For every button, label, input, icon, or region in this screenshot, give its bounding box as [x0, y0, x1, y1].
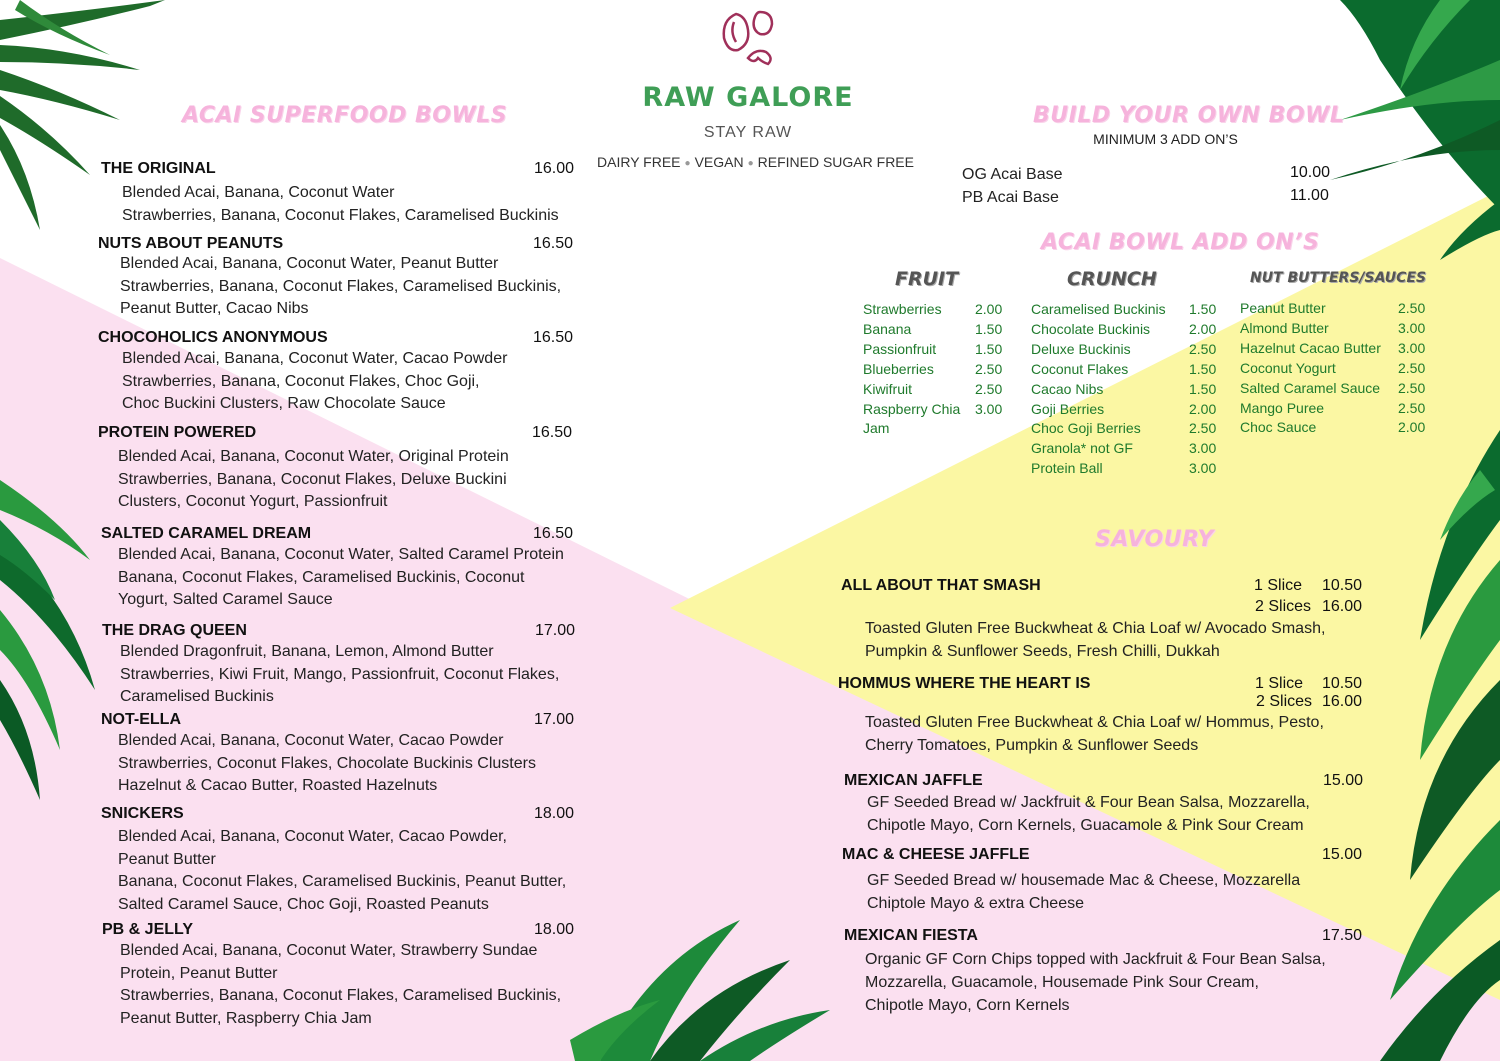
acai-item-description-line: Blended Acai, Banana, Coconut Water [122, 184, 395, 201]
acai-item-name: PB & JELLY [102, 921, 193, 938]
nut-butter-addon-name: Peanut Butter [1240, 300, 1326, 316]
acai-item-name: THE DRAG QUEEN [102, 622, 247, 639]
acai-item-description-line: Blended Acai, Banana, Coconut Water, Peanut Butter [120, 255, 499, 272]
brand-name: RAW GALORE [642, 82, 854, 113]
crunch-addon-price: 2.00 [1189, 320, 1217, 337]
crunch-addon-name: Caramelised Buckinis [1031, 301, 1166, 317]
savoury-item-description-line: Pumpkin & Sunflower Seeds, Fresh Chilli, Dukkah [865, 643, 1220, 660]
nut-butter-addon-price: 2.00 [1398, 419, 1426, 436]
crunch-addon-price: 3.00 [1189, 460, 1217, 477]
addons-section-title: ACAI BOWL ADD ON’S [1041, 230, 1320, 255]
crunch-addon-price: 1.50 [1189, 380, 1217, 397]
acai-item-description-line: Blended Acai, Banana, Coconut Water, Cacao Powder [122, 350, 508, 367]
savoury-item-description-line: GF Seeded Bread w/ Jackfruit & Four Bean Salsa, Mozzarella, [867, 794, 1310, 811]
crunch-addon-price: 2.00 [1189, 400, 1217, 417]
fruit-column-title: FRUIT [895, 268, 959, 290]
nut-butter-addon-name: Salted Caramel Sauce [1240, 379, 1381, 396]
acai-item-description-line: Peanut Butter, Raspberry Chia Jam [120, 1010, 372, 1028]
brand-tagline: STAY RAW [703, 124, 793, 141]
nut-butter-addon-name: Almond Butter [1240, 319, 1329, 336]
acai-item-price: 16.00 [534, 160, 575, 177]
savoury-item-description-line: GF Seeded Bread w/ housemade Mac & Cheese, Mozzarella [867, 872, 1301, 889]
fruit-addon-name: Blueberries [863, 360, 934, 377]
crunch-addon-name: Deluxe Buckinis [1031, 340, 1131, 357]
fruit-addon-name: Strawberries [863, 301, 942, 317]
acai-item-name: NUTS ABOUT PEANUTS [98, 235, 284, 252]
acai-item-description-line: Blended Acai, Banana, Coconut Water, Cacao Powder, [118, 828, 507, 845]
build-section-title: BUILD YOUR OWN BOWL [1033, 103, 1345, 128]
base-price: 10.00 [1290, 164, 1331, 181]
acai-item-description-line: Choc Buckini Clusters, Raw Chocolate Sauce [122, 395, 446, 413]
acai-item-description-line: Blended Acai, Banana, Coconut Water, Strawberry Sundae [120, 942, 538, 959]
savoury-portion-label: 1 Slice [1254, 577, 1303, 594]
dot-separator: ● [684, 157, 691, 169]
crunch-addon-name: Protein Ball [1031, 460, 1103, 477]
base-price: 11.00 [1290, 187, 1329, 204]
acai-item-description-line: Strawberries, Banana, Coconut Flakes, Choc Goji, [122, 372, 480, 390]
acai-item-description-line: Strawberries, Coconut Flakes, Chocolate Buckinis Clusters [118, 754, 536, 772]
nut-butter-addon-price: 2.50 [1398, 359, 1426, 376]
savoury-item-price: 15.00 [1323, 772, 1364, 789]
base-name: PB Acai Base [962, 189, 1059, 206]
crunch-addon-price: 3.00 [1189, 440, 1217, 457]
acai-item-description-line: Blended Acai, Banana, Coconut Water, Cacao Powder [118, 732, 504, 749]
acai-item-price: 18.00 [534, 805, 575, 822]
acai-item-description-line: Salted Caramel Sauce, Choc Goji, Roasted Peanuts [118, 896, 489, 914]
savoury-item-name: HOMMUS WHERE THE HEART IS [838, 675, 1091, 692]
acai-item-description-line: Banana, Coconut Flakes, Caramelised Buckinis, Peanut Butter, [118, 873, 567, 891]
build-minimum-note: MINIMUM 3 ADD ON’S [1093, 131, 1238, 147]
savoury-item-description-line: Toasted Gluten Free Buckwheat & Chia Loaf w/ Hommus, Pesto, [865, 714, 1324, 731]
crunch-addon-name: Chocolate Buckinis [1031, 320, 1151, 337]
nut-butter-addon-price: 2.50 [1398, 379, 1426, 396]
acai-item-description-line: Yogurt, Salted Caramel Sauce [118, 591, 333, 609]
savoury-item-price: 17.50 [1322, 927, 1363, 944]
acai-item-description-line: Peanut Butter, Cacao Nibs [120, 300, 309, 318]
fruit-addon-price: 2.50 [975, 380, 1003, 397]
acai-item-description-line: Banana, Coconut Flakes, Caramelised Buckinis, Coconut [118, 568, 525, 586]
nut-butter-addon-name: Hazelnut Cacao Butter [1240, 339, 1381, 356]
fruit-addon-name: Kiwifruit [863, 380, 913, 397]
crunch-column-title: CRUNCH [1067, 268, 1157, 290]
savoury-portion-price: 10.50 [1322, 577, 1363, 594]
acai-item-description-line: Clusters, Coconut Yogurt, Passionfruit [118, 493, 388, 511]
crunch-addon-name: Coconut Flakes [1031, 360, 1129, 377]
fruit-addon-name: Raspberry Chia [863, 400, 961, 417]
savoury-item-price: 15.00 [1322, 846, 1363, 863]
savoury-section-title: SAVOURY [1095, 527, 1214, 552]
crunch-addon-price: 1.50 [1189, 360, 1217, 377]
nut-butter-addon-price: 2.50 [1398, 300, 1426, 316]
nut-butters-column-title: NUT BUTTERS/SAUCES [1250, 270, 1427, 286]
acai-item-price: 16.50 [532, 424, 573, 441]
attribute-dairy-free: DAIRY FREE [597, 154, 681, 170]
acai-item-description-line: Blended Acai, Banana, Coconut Water, Original Protein [118, 448, 509, 465]
crunch-addon-name: Goji Berries [1031, 400, 1105, 417]
savoury-item-description-line: Chiptole Mayo & extra Cheese [867, 895, 1084, 912]
crunch-addon-price: 2.50 [1189, 420, 1217, 437]
acai-item-description-line: Blended Dragonfruit, Banana, Lemon, Almond Butter [120, 643, 494, 660]
acai-item-name: SALTED CARAMEL DREAM [101, 525, 312, 542]
attribute-vegan: VEGAN [694, 154, 744, 170]
savoury-portion-price: 16.00 [1322, 598, 1363, 615]
fruit-addon-name: Passionfruit [863, 340, 937, 357]
base-name: OG Acai Base [962, 166, 1063, 183]
acai-item-description-line: Hazelnut & Cacao Butter, Roasted Hazelnuts [118, 777, 438, 795]
savoury-item-name: ALL ABOUT THAT SMASH [841, 577, 1041, 594]
acai-item-name: SNICKERS [101, 805, 184, 822]
acai-item-description-line: Strawberries, Banana, Coconut Flakes, Deluxe Buckini [118, 470, 507, 488]
acai-item-description-line: Caramelised Buckinis [120, 688, 274, 706]
savoury-portion-price: 16.00 [1322, 693, 1363, 710]
savoury-item-name: MAC & CHEESE JAFFLE [842, 846, 1030, 863]
fruit-addon-price: 2.00 [975, 301, 1003, 317]
acai-item-name: NOT-ELLA [101, 711, 181, 728]
fruit-addon-price: 3.00 [975, 400, 1003, 417]
fruit-addon-price: 2.50 [975, 360, 1003, 377]
savoury-item-description-line: Mozzarella, Guacamole, Housemade Pink Sour Cream, [865, 974, 1259, 991]
acai-item-name: CHOCOHOLICS ANONYMOUS [98, 329, 328, 346]
acai-item-description-line: Strawberries, Banana, Coconut Flakes, Caramelised Buckinis [122, 206, 559, 224]
attribute-refined-sugar-free: REFINED SUGAR FREE [757, 154, 914, 170]
savoury-item-description-line: Chipotle Mayo, Corn Kernels, Guacamole & Pink Sour Cream [867, 817, 1304, 834]
crunch-addon-price: 1.50 [1189, 301, 1217, 317]
nut-butter-addon-price: 2.50 [1398, 399, 1426, 416]
crunch-addon-name: Cacao Nibs [1031, 380, 1104, 397]
nut-butter-addon-name: Choc Sauce [1240, 419, 1317, 436]
acai-item-description-line: Strawberries, Kiwi Fruit, Mango, Passionfruit, Coconut Flakes, [120, 665, 560, 683]
savoury-item-description-line: Toasted Gluten Free Buckwheat & Chia Loaf w/ Avocado Smash, [865, 620, 1326, 637]
savoury-portion-label: 2 Slices [1256, 693, 1313, 710]
acai-item-description-line: Blended Acai, Banana, Coconut Water, Salted Caramel Protein [118, 546, 564, 563]
savoury-portion-price: 10.50 [1322, 675, 1363, 692]
fruit-addon-name: Jam [863, 420, 890, 437]
acai-item-description-line: Strawberries, Banana, Coconut Flakes, Caramelised Buckinis, [120, 277, 562, 295]
savoury-item-description-line: Chipotle Mayo, Corn Kernels [865, 997, 1070, 1014]
nut-butter-addon-price: 3.00 [1398, 339, 1426, 356]
acai-item-name: PROTEIN POWERED [98, 424, 257, 441]
acai-item-description-line: Protein, Peanut Butter [120, 964, 278, 982]
palm-leaf-top-right [1330, 0, 1500, 260]
acai-item-price: 17.00 [535, 622, 576, 639]
acai-item-price: 17.00 [534, 711, 575, 728]
savoury-item-description-line: Cherry Tomatoes, Pumpkin & Sunflower Seeds [865, 737, 1199, 754]
crunch-addon-name: Granola* not GF [1031, 440, 1133, 457]
crunch-addon-name: Choc Goji Berries [1031, 420, 1141, 437]
nut-butter-addon-price: 3.00 [1398, 319, 1426, 336]
fruit-addon-name: Banana [863, 320, 912, 337]
savoury-portion-label: 2 Slices [1255, 598, 1312, 615]
acai-item-name: THE ORIGINAL [101, 160, 216, 177]
acai-item-price: 16.50 [533, 235, 574, 252]
nut-logo-icon [718, 8, 778, 66]
fruit-addon-price: 1.50 [975, 320, 1003, 337]
savoury-item-name: MEXICAN FIESTA [844, 927, 978, 944]
savoury-item-description-line: Organic GF Corn Chips topped with Jackfruit & Four Bean Salsa, [865, 951, 1326, 968]
acai-section-title: ACAI SUPERFOOD BOWLS [182, 103, 508, 128]
nut-butter-addon-name: Coconut Yogurt [1240, 359, 1336, 376]
acai-item-description-line: Peanut Butter [118, 850, 216, 868]
nut-butter-addon-name: Mango Puree [1240, 399, 1325, 416]
dot-separator: ● [747, 157, 754, 169]
acai-item-price: 16.50 [533, 525, 574, 542]
acai-item-description-line: Strawberries, Banana, Coconut Flakes, Caramelised Buckinis, [120, 987, 562, 1005]
acai-item-price: 16.50 [533, 329, 574, 346]
crunch-addon-price: 2.50 [1189, 340, 1217, 357]
savoury-portion-label: 1 Slice [1255, 675, 1304, 692]
brand-attributes [597, 154, 917, 170]
acai-item-price: 18.00 [534, 921, 575, 938]
savoury-item-name: MEXICAN JAFFLE [844, 772, 983, 789]
fruit-addon-price: 1.50 [975, 340, 1003, 357]
